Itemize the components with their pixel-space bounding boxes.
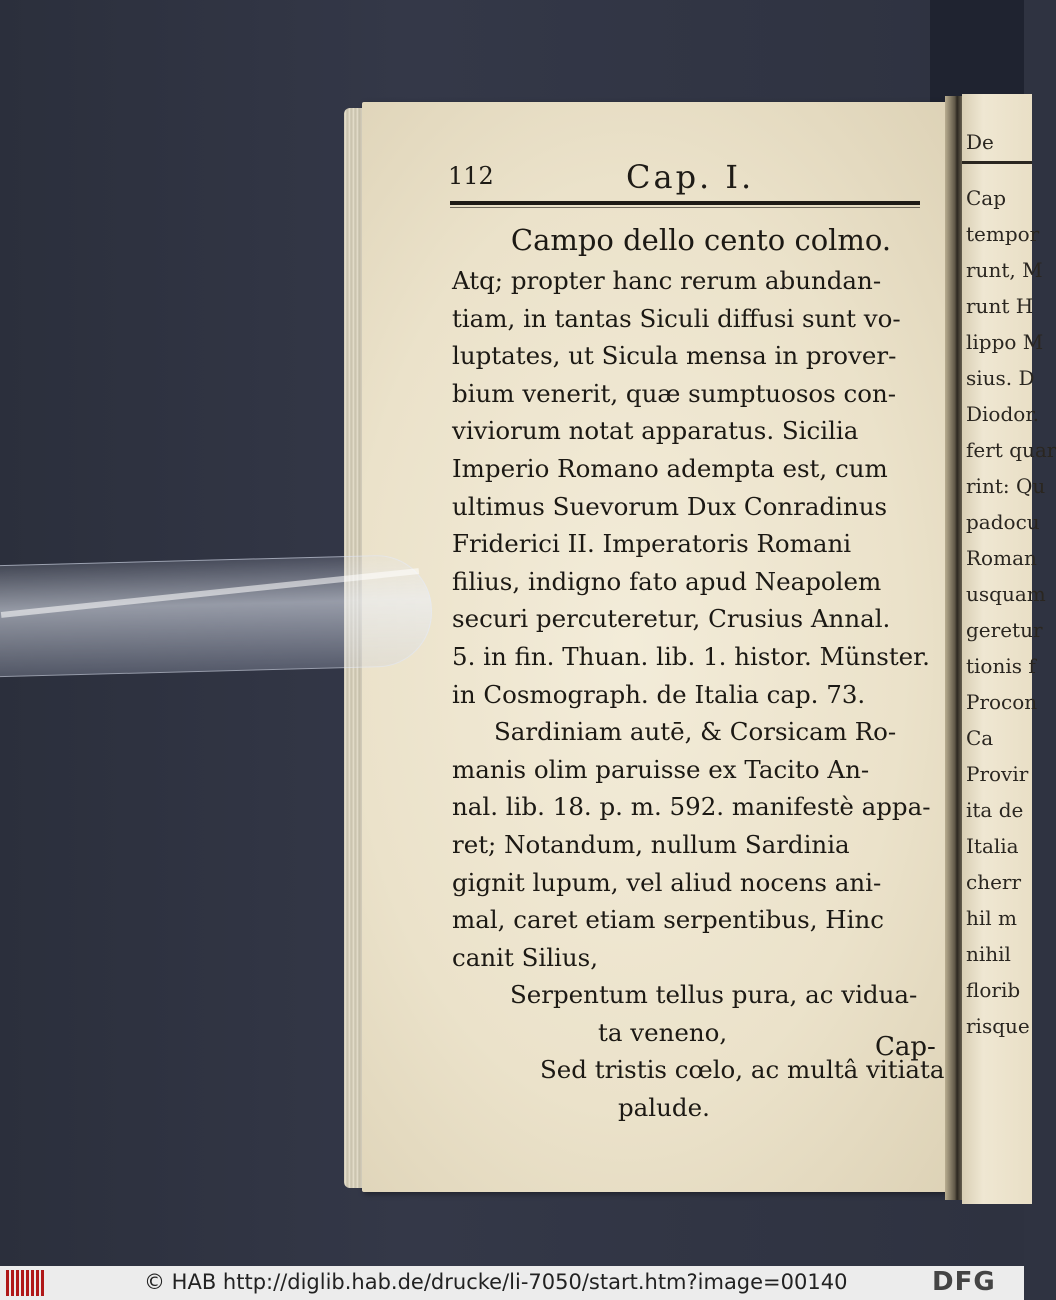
dfg-logo: DFG — [932, 1267, 996, 1297]
facing-page-line: De — [966, 130, 994, 154]
facing-page-line: runt H — [966, 294, 1034, 318]
page-text — [452, 220, 945, 1127]
text-line: nal. lib. 18. p. m. 592. manifestè appa- — [452, 792, 931, 822]
facing-page-line: nihil — [966, 942, 1011, 966]
text-line: filius, indigno fato apud Neapolem — [452, 566, 882, 596]
facing-page-line: Procon — [966, 690, 1038, 714]
text-line: tiam, in tantas Siculi diffusi sunt vo- — [452, 303, 901, 333]
text-line: Sardiniam autē, & Corsicam Ro- — [494, 717, 897, 747]
facing-page-line: geretur — [966, 618, 1043, 642]
facing-page-line: Diodor. — [966, 402, 1040, 426]
page-number: 112 — [448, 162, 494, 190]
facing-page-line: ita de — [966, 798, 1024, 822]
copyright-url[interactable]: © HAB http://diglib.hab.de/drucke/li-7050/start.htm?image=00140 — [144, 1270, 848, 1294]
verse-line: Serpentum tellus pura, ac vidua- — [510, 980, 918, 1010]
text-line: in Cosmograph. de Italia cap. 73. — [452, 679, 866, 709]
text-line: luptates, ut Sicula mensa in prover- — [452, 341, 897, 371]
verse-line: Sed tristis cœlo, ac multâ vitiata — [540, 1055, 945, 1085]
facing-page-line: risque — [966, 1014, 1030, 1038]
facing-page-line: Provir — [966, 762, 1029, 786]
text-line: 5. in fin. Thuan. lib. 1. histor. Münster. — [452, 641, 930, 671]
facing-page-line: Roman — [966, 546, 1037, 570]
facing-page-line: Ca — [966, 726, 994, 750]
verse-line: palude. — [618, 1093, 710, 1123]
facing-page-line: usquam — [966, 582, 1046, 606]
facing-page-line: tionis f — [966, 654, 1036, 678]
facing-page-line: tempor — [966, 222, 1040, 246]
library-barcode-icon — [6, 1270, 46, 1296]
text-line: mal, caret etiam serpentibus, Hinc — [452, 905, 884, 935]
catchword: Cap- — [875, 1032, 936, 1062]
facing-page-line: florib — [966, 978, 1021, 1002]
text-line: manis olim paruisse ex Tacito An- — [452, 754, 870, 784]
footer-bar — [0, 1266, 1024, 1300]
text-line: ultimus Suevorum Dux Conradinus — [452, 491, 888, 521]
facing-page-line: Italia — [966, 834, 1019, 858]
facing-page-line: lippo M — [966, 330, 1044, 354]
section-title: Campo dello cento colmo. — [510, 223, 892, 257]
verse-line: ta veneno, — [598, 1017, 728, 1047]
facing-page-line: fert quar — [966, 438, 1056, 462]
text-line: Imperio Romano adempta est, cum — [452, 453, 888, 483]
text-line: bium venerit, quæ sumptuosos con- — [452, 378, 897, 408]
facing-page — [962, 94, 1056, 1204]
text-line: viviorum notat apparatus. Sicilia — [452, 416, 859, 446]
text-line: gignit lupum, vel aliud nocens ani- — [452, 867, 882, 897]
facing-page-line: sius. D — [966, 366, 1035, 390]
facing-page-line: rint: Qu — [966, 474, 1046, 498]
facing-page-rule — [962, 161, 1032, 164]
facing-page-line: hil m — [966, 906, 1017, 930]
page-header — [448, 160, 918, 196]
text-line: Atq; propter hanc rerum abundan- — [452, 266, 882, 295]
text-line: canit Silius, — [452, 942, 599, 972]
header-rule-thin — [450, 207, 920, 208]
facing-page-line: Cap — [966, 186, 1007, 210]
facing-page-line: runt, M — [966, 258, 1043, 282]
facing-page-line: cherr — [966, 870, 1022, 894]
text-line: Friderici II. Imperatoris Romani — [452, 529, 852, 559]
facing-page-line: padocu — [966, 510, 1040, 534]
header-rule — [450, 201, 920, 205]
running-head: Cap. I. — [626, 158, 755, 196]
text-line: ret; Notandum, nullum Sardinia — [452, 829, 850, 859]
text-line: securi percuteretur, Crusius Annal. — [452, 604, 891, 634]
